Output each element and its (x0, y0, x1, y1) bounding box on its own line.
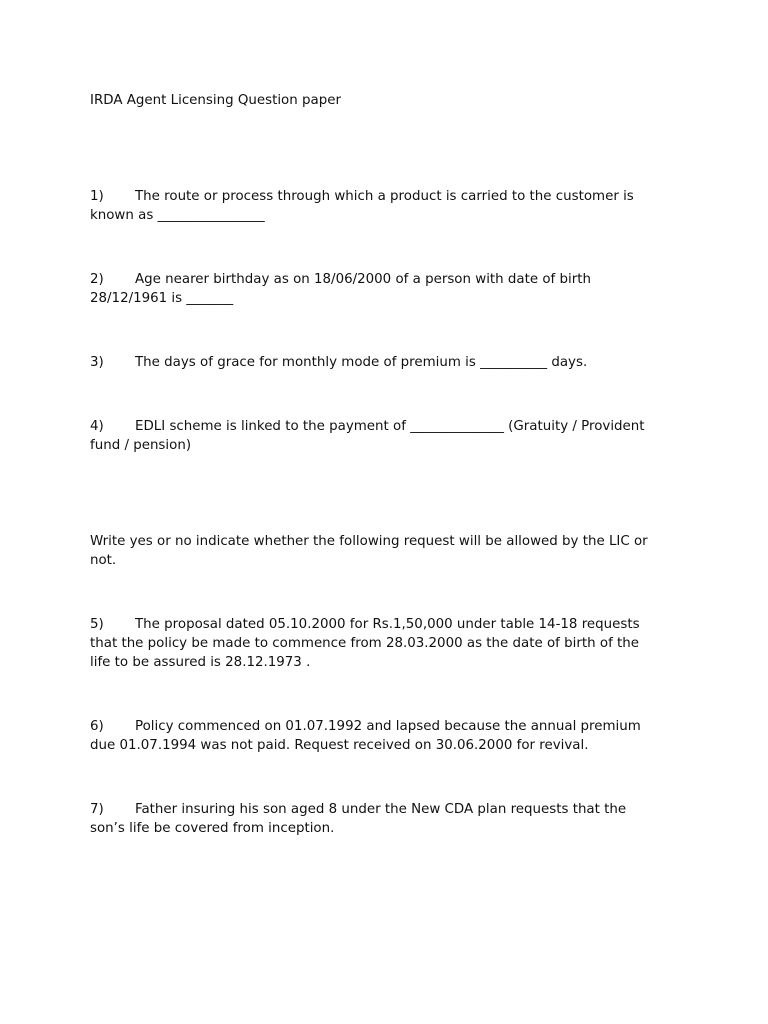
question-1-text: The route or process through which a product is carried to the customer is (135, 189, 634, 204)
question-4-number: 4) (90, 419, 104, 434)
question-5 (90, 615, 690, 672)
question-3 (90, 353, 690, 372)
question-5-line-3: life to be assured is 28.12.1973 . (90, 655, 311, 670)
question-4-text: EDLI scheme is linked to the payment of ______________ (Gratuity / Provident (135, 419, 645, 434)
question-4 (90, 417, 690, 455)
question-1 (90, 187, 690, 225)
question-3-line-1 (90, 353, 690, 372)
question-5-line-2: that the policy be made to commence from 28.03.2000 as the date of birth of the (90, 636, 640, 651)
question-5-line-1 (90, 615, 690, 634)
question-6-number: 6) (90, 719, 104, 734)
question-7-text: Father insuring his son aged 8 under the New CDA plan requests that the (135, 802, 627, 817)
question-6-text: Policy commenced on 01.07.1992 and lapsed because the annual premium (135, 719, 641, 734)
question-5-text: The proposal dated 05.10.2000 for Rs.1,50,000 under table 14-18 requests (135, 617, 640, 632)
instruction-line-1: Write yes or no indicate whether the following request will be allowed by the LIC or (90, 534, 648, 549)
question-3-number: 3) (90, 355, 104, 370)
question-7-line-1 (90, 800, 690, 819)
question-2-line-1 (90, 270, 690, 289)
question-4-line-1 (90, 417, 690, 436)
question-2 (90, 270, 690, 308)
question-4-line-2: fund / pension) (90, 438, 192, 453)
question-7-number: 7) (90, 802, 104, 817)
question-2-text: Age nearer birthday as on 18/06/2000 of a person with date of birth (135, 272, 591, 287)
question-6 (90, 717, 690, 755)
question-2-number: 2) (90, 272, 104, 287)
question-7 (90, 800, 690, 838)
document-title: IRDA Agent Licensing Question paper (90, 93, 341, 108)
instruction-line-2: not. (90, 553, 117, 568)
question-7-line-2: son’s life be covered from inception. (90, 821, 335, 836)
question-6-line-1 (90, 717, 690, 736)
question-1-line-1 (90, 187, 690, 206)
question-6-line-2: due 01.07.1994 was not paid. Request received on 30.06.2000 for revival. (90, 738, 589, 753)
question-1-line-2: known as ________________ (90, 208, 265, 223)
question-5-number: 5) (90, 617, 104, 632)
question-3-text: The days of grace for monthly mode of premium is __________ days. (135, 355, 588, 370)
question-2-line-2: 28/12/1961 is _______ (90, 291, 234, 306)
instruction-paragraph (90, 532, 690, 570)
question-1-number: 1) (90, 189, 104, 204)
